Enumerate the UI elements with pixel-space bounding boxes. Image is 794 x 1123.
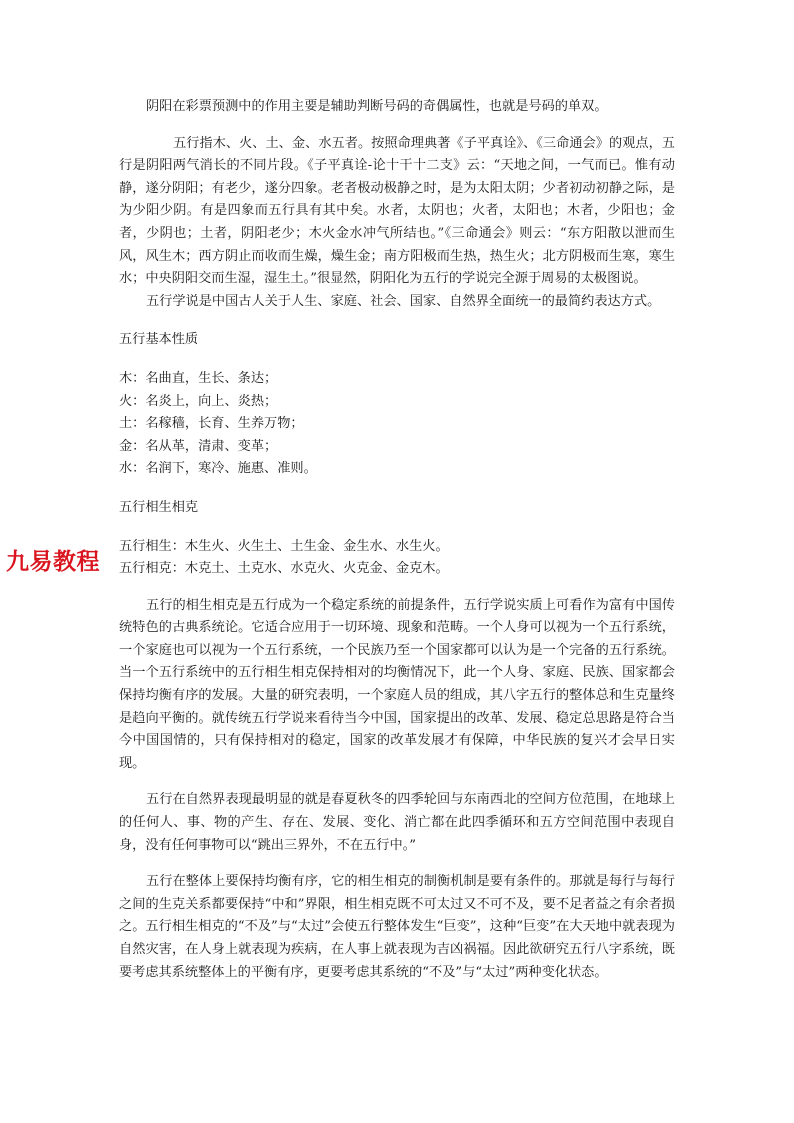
balance-paragraph: 五行在整体上要保持均衡有序，它的相生相克的制衡机制是要有条件的。那就是每行与每行之间的生克关系都要保持“中和”界限，相生相克既不可太过又不可不及，要不足者益之有余者损之。五行相生相克的“不及”与“太过”会使五行整体发生“巨变”，这种“巨变”在大天地中就表现为自然灾害，在人身上就表现为疾病，在人事上就表现为吉凶祸福。因此欲研究五行八字系统，既要考虑其系统整体上的平衡有序，更要考虑其系统的“不及”与“太过”两种变化状态。: [119, 874, 675, 980]
spacer: [119, 520, 675, 536]
spacer: [119, 119, 675, 133]
intro-paragraph: 阴阳在彩票预测中的作用主要是辅助判断号码的奇偶属性，也就是号码的单双。: [146, 99, 608, 114]
ke-cycle-line: 五行相克：木克土、土克水、水克火、火克金、金克木。: [119, 561, 449, 577]
wuxing-summary-paragraph: 五行学说是中国古人关于人生、家庭、社会、国家、自然界全面统一的最简约表达方式。: [146, 293, 661, 309]
basic-properties-heading: 五行基本性质: [119, 332, 199, 348]
document-body: [119, 96, 675, 984]
system-theory-paragraph: 五行的相生相克是五行成为一个稳定系统的前提条件，五行学说实质上可看作为富有中国传统特色的古典系统论。它适合应用于一切环境、现象和范畴。一个人身可以视为一个五行系统，一个家庭也可以视为一个五行系统，一个民族乃至一个国家都可以认为是一个完备的五行系统。当一个五行系统中的五行相生相克保持相对的均衡情况下，此一个人身、家庭、民族、国家都会保持均衡有序的发展。大量的研究表明，一个家庭人员的组成，其八字五行的整体总和生克量终是趋向平衡的。就传统五行学说来看待当今中国，国家提出的改革、发展、稳定总思路是符合当今中国国情的，只有保持相对的稳定，国家的改革发展才有保障，中华民族的复兴才会早日实现。: [119, 597, 675, 771]
property-item-wood: 木：名曲直，生长、条达；: [119, 370, 278, 386]
spacer: [119, 352, 675, 368]
basic-properties-list: [119, 368, 675, 481]
watermark-logo: 九易教程: [6, 549, 100, 575]
spacer: [119, 581, 675, 595]
spacer: [119, 857, 675, 871]
spacer: [119, 775, 675, 789]
property-item-metal: 金：名从革，清肃、变革；: [119, 438, 278, 454]
property-item-earth: 土：名稼穑，长育、生养万物；: [119, 416, 304, 432]
nature-paragraph: 五行在自然界表现最明显的就是春夏秋冬的四季轮回与东南西北的空间方位范围，在地球上的任何人、事、物的产生、存在、发展、变化、消亡都在此四季循环和五方空间范围中表现自身，没有任何事物可以“跳出三界外，不在五行中。”: [119, 792, 675, 853]
sheng-ke-heading: 五行相生相克: [119, 499, 199, 515]
property-item-water: 水：名润下，寒冷、施惠、准则。: [119, 461, 317, 477]
property-item-fire: 火：名炎上，向上、炎热；: [119, 393, 278, 409]
sheng-cycle-line: 五行相生：木生火、火生土、土生金、金生水、水生火。: [119, 538, 449, 554]
spacer: [119, 313, 675, 329]
spacer: [119, 481, 675, 497]
wuxing-definition-paragraph: 五行指木、火、土、金、水五者。按照命理典著《子平真诠》、《三命通会》的观点，五行是阴阳两气消长的不同片段。《子平真诠-论十干十二支》云：“天地之间，一气而已。惟有动静，遂分阴阳；有老少，遂分四象。老者极动极静之时，是为太阳太阴；少者初动初静之际，是为少阳少阴。有是四象而五行具有其中矣。水者，太阴也；火者，太阳也；木者，少阳也；金者，少阴也；土者，阴阳老少；木火金水冲气所结也。”《三命通会》则云：“东方阳散以泄而生风，风生木；西方阴止而收而生燥，燥生金；南方阳极而生热，热生火；北方阴极而生寒，寒生水；中央阴阳交而生湿，湿生土。”很显然，阴阳化为五行的学说完全源于周易的太极图说。: [119, 135, 675, 287]
